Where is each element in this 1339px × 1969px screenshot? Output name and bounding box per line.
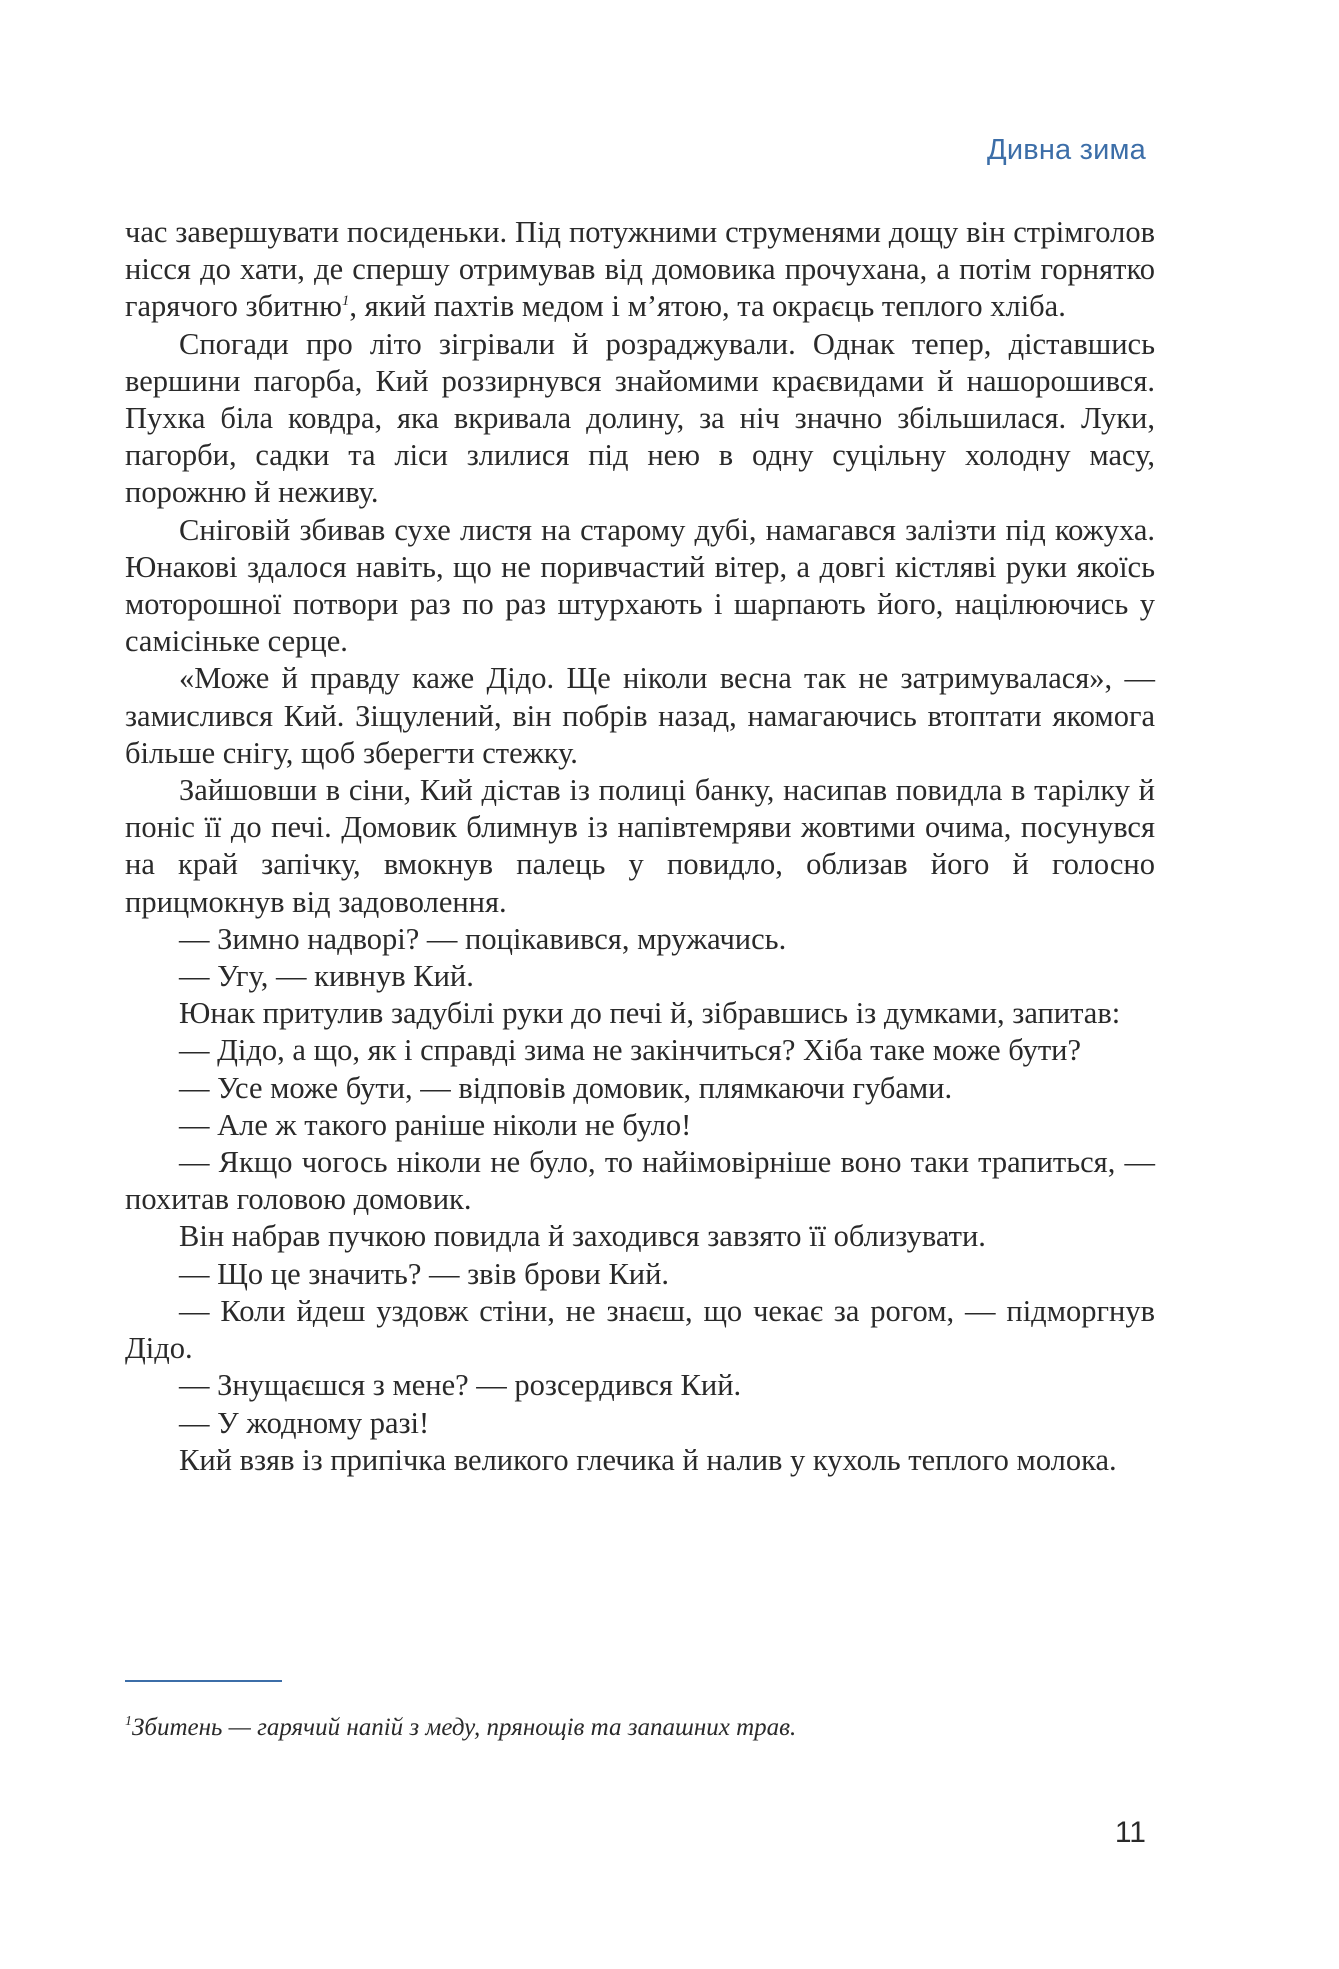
paragraph: Юнак притулив задубілі руки до печі й, зібравшись із думками, запитав: — [179, 996, 1121, 1031]
paragraph: Зайшовши в сіни, Кий дістав із полиці банку, насипав повидла в тарілку й поніс її до печі. Домовик блимнув із напівтемряви жовтими очима, посунувся на край запічку, вмокнув палець у повидло, облизав його й голосно прицмокнув від задоволення. — [125, 773, 1155, 919]
page-number: 11 — [1114, 1816, 1146, 1849]
main-text — [125, 214, 1155, 1479]
running-title: Дивна зима — [986, 134, 1146, 166]
footnote-reference: 1 — [341, 293, 350, 310]
dialogue-line: — Коли йдеш уздовж стіни, не знаєш, що чекає за рогом, — підморгнув Дідо. — [125, 1293, 1155, 1366]
paragraph: Кий взяв із припічка великого глечика й налив у кухоль теплого молока. — [179, 1442, 1117, 1477]
paragraph: «Може й правду каже Дідо. Ще ніколи весна так не затримувалася», — замислився Кий. Зіщулений, він побрів назад, намагаючись втоптати якомога більше снігу, щоб зберегти стежку. — [125, 661, 1155, 770]
dialogue-line: — У жодному разі! — [179, 1405, 430, 1440]
dialogue-line: — Але ж такого раніше ніколи не було! — [179, 1107, 692, 1142]
dialogue-line: — Усе може бути, — відповів домовик, плямкаючи губами. — [179, 1070, 953, 1105]
paragraph: Він набрав пучкою повидла й заходився завзято її облизувати. — [179, 1219, 986, 1254]
footnote-mark: 1 — [125, 1714, 132, 1729]
footnote-text: Збитень — гарячий напій з меду, прянощів та запашних трав. — [132, 1714, 797, 1741]
dialogue-line: — Знущаєшся з мене? — розсердився Кий. — [179, 1368, 742, 1403]
paragraph: Сніговій збивав сухе листя на старому дубі, намагався залізти під кожуха. Юнакові здалося навіть, що не поривчастий вітер, а довгі кістляві руки якоїсь моторошної потвори раз по раз штурхають і шарпають його, націлюючись у самісіньке серце. — [125, 512, 1155, 659]
dialogue-line: — Що це значить? — звів брови Кий. — [179, 1256, 670, 1291]
footnote — [125, 1714, 796, 1742]
paragraph-text: час завершувати посиденьки. Під потужними струменями дощу він стрімголов нісся до хати, де спершу отримував від домовика прочухана, а потім горнятко гарячого збитню — [125, 215, 1155, 324]
dialogue-line: — Дідо, а що, як і справді зима не закінчиться? Хіба таке може бути? — [179, 1033, 1082, 1068]
dialogue-line: — Якщо чогось ніколи не було, то найімовірніше воно таки трапиться, — похитав головою домовик. — [125, 1145, 1155, 1217]
footnote-divider — [125, 1680, 282, 1682]
dialogue-line: — Угу, — кивнув Кий. — [179, 959, 474, 994]
dialogue-line: — Зимно надворі? — поцікавився, мружачись. — [179, 921, 787, 956]
paragraph-continued — [125, 214, 1155, 326]
paragraph: Спогади про літо зігрівали й розраджували. Однак тепер, діставшись вершини пагорба, Кий роззирнувся знайомими краєвидами й нашорошився. Пухка біла ковдра, яка вкривала долину, за ніч значно збільшилася. Луки, пагорби, садки та ліси злилися під нею в одну суцільну холодну масу, порожню й неживу. — [125, 326, 1155, 510]
paragraph-text-tail: , який пахтів медом і м’ятою, та окраєць теплого хліба. — [349, 289, 1066, 324]
